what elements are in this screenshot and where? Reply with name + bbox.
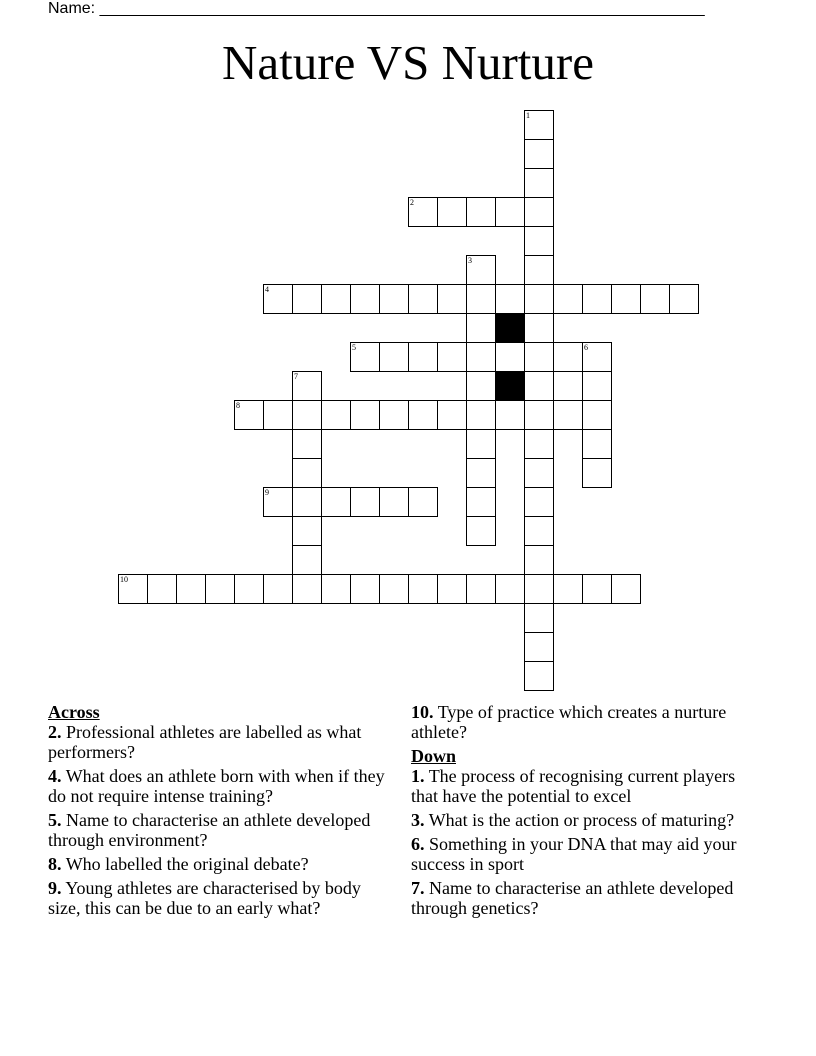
grid-cell[interactable] xyxy=(263,400,293,430)
across-clue-4 xyxy=(48,766,388,806)
grid-cell[interactable] xyxy=(292,371,322,401)
grid-cell[interactable] xyxy=(147,574,177,604)
grid-cell[interactable] xyxy=(408,197,438,227)
grid-cell[interactable] xyxy=(350,574,380,604)
grid-cell[interactable] xyxy=(582,342,612,372)
grid-cell[interactable] xyxy=(292,284,322,314)
grid-cell[interactable] xyxy=(553,574,583,604)
grid-cell[interactable] xyxy=(524,545,554,575)
grid-cell[interactable] xyxy=(379,342,409,372)
grid-cell[interactable] xyxy=(524,574,554,604)
grid-cell[interactable] xyxy=(640,284,670,314)
grid-cell[interactable] xyxy=(524,284,554,314)
grid-cell[interactable] xyxy=(466,197,496,227)
clue-number: 1. xyxy=(411,766,425,786)
down-clue-7 xyxy=(411,878,751,918)
grid-cell[interactable] xyxy=(466,342,496,372)
grid-cell[interactable] xyxy=(350,342,380,372)
clue-number: 5. xyxy=(48,810,62,830)
grid-cell[interactable] xyxy=(524,139,554,169)
down-clue-6 xyxy=(411,834,751,874)
grid-cell[interactable] xyxy=(379,487,409,517)
grid-cell[interactable] xyxy=(582,284,612,314)
clue-number: 7. xyxy=(411,878,425,898)
grid-cell[interactable] xyxy=(321,400,351,430)
cell-number: 1 xyxy=(526,111,530,120)
grid-cell[interactable] xyxy=(437,342,467,372)
clues-column-left xyxy=(48,702,388,922)
grid-cell[interactable] xyxy=(292,487,322,517)
clue-text: The process of recognising current players that have the potential to excel xyxy=(411,766,736,806)
grid-cell[interactable] xyxy=(524,197,554,227)
page-title: Nature VS Nurture xyxy=(222,35,594,90)
across-clue-9 xyxy=(48,878,388,918)
clue-number: 4. xyxy=(48,766,62,786)
grid-block xyxy=(495,313,525,343)
grid-cell[interactable] xyxy=(466,487,496,517)
down-clue-3 xyxy=(411,810,751,830)
grid-cell[interactable] xyxy=(466,284,496,314)
grid-cell[interactable] xyxy=(466,400,496,430)
clue-number: 3. xyxy=(411,810,425,830)
grid-cell[interactable] xyxy=(669,284,699,314)
grid-cell[interactable] xyxy=(553,284,583,314)
cell-number: 5 xyxy=(352,343,356,352)
grid-cell[interactable] xyxy=(582,458,612,488)
grid-cell[interactable] xyxy=(524,313,554,343)
grid-cell[interactable] xyxy=(553,400,583,430)
clue-text: Something in your DNA that may aid your success in sport xyxy=(411,834,737,874)
grid-cell[interactable] xyxy=(582,429,612,459)
grid-cell[interactable] xyxy=(437,284,467,314)
clue-text: Name to characterise an athlete developed through environment? xyxy=(48,810,371,850)
cell-number: 3 xyxy=(468,256,472,265)
grid-cell[interactable] xyxy=(524,516,554,546)
grid-cell[interactable] xyxy=(524,429,554,459)
grid-cell[interactable] xyxy=(292,545,322,575)
grid-cell[interactable] xyxy=(292,574,322,604)
grid-cell[interactable] xyxy=(466,516,496,546)
cell-number: 2 xyxy=(410,198,414,207)
grid-cell[interactable] xyxy=(524,458,554,488)
clues-column-right xyxy=(411,702,751,922)
grid-cell[interactable] xyxy=(292,516,322,546)
across-heading: Across xyxy=(48,702,100,722)
cell-number: 9 xyxy=(265,488,269,497)
across-clue-10 xyxy=(411,702,751,742)
grid-cell[interactable] xyxy=(408,284,438,314)
grid-cell[interactable] xyxy=(408,400,438,430)
clue-text: What does an athlete born with when if they do not require intense training? xyxy=(48,766,385,806)
clue-number: 8. xyxy=(48,854,62,874)
grid-cell[interactable] xyxy=(524,371,554,401)
grid-block xyxy=(495,371,525,401)
grid-cell[interactable] xyxy=(263,574,293,604)
grid-cell[interactable] xyxy=(292,458,322,488)
grid-cell[interactable] xyxy=(524,255,554,285)
grid-cell[interactable] xyxy=(350,284,380,314)
clue-text: Type of practice which creates a nurture athlete? xyxy=(411,702,727,742)
cell-number: 4 xyxy=(265,285,269,294)
grid-cell[interactable] xyxy=(321,574,351,604)
grid-cell[interactable] xyxy=(379,284,409,314)
grid-cell[interactable] xyxy=(379,574,409,604)
grid-cell[interactable] xyxy=(408,342,438,372)
across-clue-8 xyxy=(48,854,388,874)
grid-cell[interactable] xyxy=(118,574,148,604)
grid-cell[interactable] xyxy=(495,284,525,314)
grid-cell[interactable] xyxy=(379,400,409,430)
grid-cell[interactable] xyxy=(466,458,496,488)
grid-cell[interactable] xyxy=(582,371,612,401)
grid-cell[interactable] xyxy=(582,400,612,430)
clue-number: 9. xyxy=(48,878,62,898)
grid-cell[interactable] xyxy=(408,487,438,517)
grid-cell[interactable] xyxy=(466,313,496,343)
grid-cell[interactable] xyxy=(495,400,525,430)
grid-cell[interactable] xyxy=(321,284,351,314)
grid-cell[interactable] xyxy=(292,400,322,430)
grid-cell[interactable] xyxy=(437,574,467,604)
clue-text: Professional athletes are labelled as what performers? xyxy=(48,722,362,762)
grid-cell[interactable] xyxy=(321,487,351,517)
grid-cell[interactable] xyxy=(524,342,554,372)
grid-cell[interactable] xyxy=(611,574,641,604)
grid-cell[interactable] xyxy=(234,400,264,430)
grid-cell[interactable] xyxy=(292,429,322,459)
grid-cell[interactable] xyxy=(495,342,525,372)
grid-cell[interactable] xyxy=(263,284,293,314)
clue-text: Young athletes are characterised by body size, this can be due to an early what? xyxy=(48,878,361,918)
grid-cell[interactable] xyxy=(495,197,525,227)
clue-text: Who labelled the original debate? xyxy=(65,854,309,874)
grid-cell[interactable] xyxy=(234,574,264,604)
grid-cell[interactable] xyxy=(263,487,293,517)
grid-cell[interactable] xyxy=(408,574,438,604)
grid-cell[interactable] xyxy=(495,574,525,604)
name-field[interactable]: Name: ____________________________________________________________________ xyxy=(48,0,705,17)
across-clue-2 xyxy=(48,722,388,762)
across-clue-5 xyxy=(48,810,388,850)
grid-cell[interactable] xyxy=(466,574,496,604)
grid-cell[interactable] xyxy=(350,400,380,430)
grid-cell[interactable] xyxy=(524,226,554,256)
grid-cell[interactable] xyxy=(466,371,496,401)
grid-cell[interactable] xyxy=(524,603,554,633)
grid-cell[interactable] xyxy=(466,255,496,285)
grid-cell[interactable] xyxy=(350,487,380,517)
grid-cell[interactable] xyxy=(611,284,641,314)
clue-text: Name to characterise an athlete developed through genetics? xyxy=(411,878,734,918)
cell-number: 7 xyxy=(294,372,298,381)
grid-cell[interactable] xyxy=(524,168,554,198)
down-clue-1 xyxy=(411,766,751,806)
grid-cell[interactable] xyxy=(466,429,496,459)
grid-cell[interactable] xyxy=(582,574,612,604)
grid-cell[interactable] xyxy=(524,661,554,691)
cell-number: 6 xyxy=(584,343,588,352)
grid-cell[interactable] xyxy=(553,342,583,372)
clue-text: What is the action or process of maturing? xyxy=(428,810,735,830)
grid-cell[interactable] xyxy=(524,400,554,430)
grid-cell[interactable] xyxy=(524,487,554,517)
grid-cell[interactable] xyxy=(524,632,554,662)
grid-cell[interactable] xyxy=(437,197,467,227)
clue-number: 6. xyxy=(411,834,425,854)
clue-number: 2. xyxy=(48,722,62,742)
grid-cell[interactable] xyxy=(524,110,554,140)
grid-cell[interactable] xyxy=(205,574,235,604)
down-heading: Down xyxy=(411,746,457,766)
grid-cell[interactable] xyxy=(176,574,206,604)
grid-cell[interactable] xyxy=(437,400,467,430)
cell-number: 10 xyxy=(120,575,128,584)
cell-number: 8 xyxy=(236,401,240,410)
clue-number: 10. xyxy=(411,702,434,722)
